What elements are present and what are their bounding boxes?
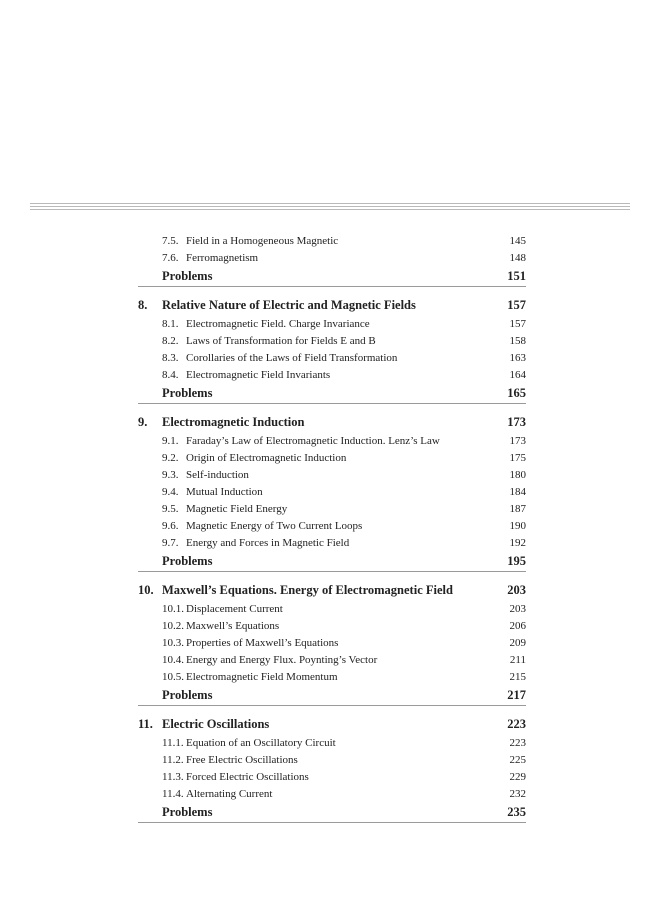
- section-page: 232: [509, 788, 526, 800]
- section-entry[interactable]: [138, 752, 526, 769]
- section-page: 145: [509, 235, 526, 247]
- section-entry[interactable]: [138, 535, 526, 552]
- section-entry[interactable]: [138, 316, 526, 333]
- header-rule: [30, 206, 630, 207]
- section-title: Alternating Current: [186, 788, 273, 800]
- section-entry[interactable]: [138, 433, 526, 450]
- section-page: 158: [509, 335, 526, 347]
- section-number: 8.1.: [162, 318, 179, 330]
- section-label: [162, 316, 370, 333]
- problems-entry[interactable]: [138, 803, 526, 823]
- section-title: Free Electric Oscillations: [186, 754, 298, 766]
- section-number: 11.1.: [162, 737, 184, 749]
- section-page: 164: [509, 369, 526, 381]
- section-title: Properties of Maxwell’s Equations: [186, 637, 339, 649]
- section-number: 9.2.: [162, 452, 179, 464]
- section-label: [162, 518, 362, 535]
- section-entry[interactable]: [138, 735, 526, 752]
- problems-entry[interactable]: [138, 552, 526, 572]
- section-label: [162, 350, 397, 367]
- section-label: [162, 769, 309, 786]
- section-label: [162, 467, 249, 484]
- chapter-label: [138, 580, 453, 601]
- section-number: 7.6.: [162, 252, 179, 264]
- chapter-number: 10.: [138, 583, 154, 597]
- problems-page: 151: [507, 269, 526, 283]
- section-entry[interactable]: [138, 669, 526, 686]
- header-rules: [30, 203, 630, 212]
- problems-page: 165: [507, 386, 526, 400]
- chapter-title: Electric Oscillations: [162, 717, 270, 731]
- chapter-number: 9.: [138, 415, 148, 429]
- section-label: [162, 367, 330, 384]
- section-page: 209: [509, 637, 526, 649]
- section-title: Displacement Current: [186, 603, 283, 615]
- section-entry[interactable]: [138, 350, 526, 367]
- section-number: 9.7.: [162, 537, 179, 549]
- table-of-contents: [138, 233, 526, 823]
- section-page: 157: [509, 318, 526, 330]
- chapter-label: [138, 412, 304, 433]
- chapter-page: 203: [507, 583, 526, 597]
- section-title: Electromagnetic Field Momentum: [186, 671, 338, 683]
- chapter-heading[interactable]: [138, 714, 526, 735]
- section-page: 225: [509, 754, 526, 766]
- section-label: [162, 501, 287, 518]
- section-title: Magnetic Field Energy: [186, 503, 288, 515]
- section-number: 8.4.: [162, 369, 179, 381]
- header-rule: [30, 209, 630, 210]
- section-label: [162, 250, 258, 267]
- section-title: Laws of Transformation for Fields E and B: [186, 335, 376, 347]
- section-label: [162, 433, 440, 450]
- chapter-label: [138, 714, 269, 735]
- section-page: 187: [509, 503, 526, 515]
- chapter-title: Relative Nature of Electric and Magnetic Fields: [162, 298, 416, 312]
- section-entry[interactable]: [138, 769, 526, 786]
- section-page: 192: [509, 537, 526, 549]
- section-entry[interactable]: [138, 484, 526, 501]
- section-title: Field in a Homogeneous Magnetic: [186, 235, 339, 247]
- section-label: [162, 484, 263, 501]
- section-page: 223: [509, 737, 526, 749]
- section-entry[interactable]: [138, 652, 526, 669]
- section-number: 9.6.: [162, 520, 179, 532]
- problems-label: Problems: [162, 688, 213, 702]
- section-title: Origin of Electromagnetic Induction: [186, 452, 347, 464]
- section-number: 10.2.: [162, 620, 184, 632]
- section-page: 229: [509, 771, 526, 783]
- section-title: Self-induction: [186, 469, 249, 481]
- section-page: 180: [509, 469, 526, 481]
- problems-page: 235: [507, 805, 526, 819]
- problems-label: Problems: [162, 805, 213, 819]
- section-page: 190: [509, 520, 526, 532]
- section-entry[interactable]: [138, 786, 526, 803]
- chapter-heading[interactable]: [138, 580, 526, 601]
- section-page: 206: [509, 620, 526, 632]
- section-title: Forced Electric Oscillations: [186, 771, 309, 783]
- section-page: 175: [509, 452, 526, 464]
- section-title: Electromagnetic Field. Charge Invariance: [186, 318, 370, 330]
- section-title: Energy and Forces in Magnetic Field: [186, 537, 350, 549]
- section-number: 10.4.: [162, 654, 184, 666]
- problems-entry[interactable]: [138, 384, 526, 404]
- section-title: Maxwell’s Equations: [186, 620, 280, 632]
- chapter-page: 173: [507, 415, 526, 429]
- problems-page: 217: [507, 688, 526, 702]
- section-page: 215: [509, 671, 526, 683]
- section-label: [162, 535, 349, 552]
- section-label: [162, 752, 298, 769]
- section-entry[interactable]: [138, 333, 526, 350]
- section-number: 10.3.: [162, 637, 184, 649]
- section-title: Corollaries of the Laws of Field Transformation: [186, 352, 398, 364]
- section-entry[interactable]: [138, 501, 526, 518]
- section-number: 11.3.: [162, 771, 184, 783]
- section-label: [162, 635, 338, 652]
- section-entry[interactable]: [138, 467, 526, 484]
- section-number: 10.1.: [162, 603, 184, 615]
- problems-label: Problems: [162, 386, 213, 400]
- section-page: 203: [509, 603, 526, 615]
- chapter-page: 223: [507, 717, 526, 731]
- section-title: Equation of an Oscillatory Circuit: [186, 737, 336, 749]
- chapter-number: 8.: [138, 298, 148, 312]
- section-label: [162, 450, 346, 467]
- problems-entry[interactable]: [138, 267, 526, 287]
- chapter-page: 157: [507, 298, 526, 312]
- section-number: 8.2.: [162, 335, 179, 347]
- section-entry[interactable]: [138, 635, 526, 652]
- section-title: Ferromagnetism: [186, 252, 259, 264]
- header-rule: [30, 203, 630, 204]
- section-label: [162, 618, 279, 635]
- section-entry[interactable]: [138, 367, 526, 384]
- section-number: 11.2.: [162, 754, 184, 766]
- section-title: Mutual Induction: [186, 486, 263, 498]
- section-entry[interactable]: [138, 518, 526, 535]
- chapter-title: Maxwell’s Equations. Energy of Electromagnetic Field: [162, 583, 453, 597]
- problems-entry[interactable]: [138, 686, 526, 706]
- chapter-label: [138, 295, 416, 316]
- section-page: 163: [509, 352, 526, 364]
- section-number: 8.3.: [162, 352, 179, 364]
- section-title: Magnetic Energy of Two Current Loops: [186, 520, 363, 532]
- section-label: [162, 669, 338, 686]
- problems-label: Problems: [162, 554, 213, 568]
- section-page: 184: [509, 486, 526, 498]
- section-page: 173: [509, 435, 526, 447]
- section-page: 211: [509, 654, 526, 666]
- section-title: Energy and Energy Flux. Poynting’s Vector: [186, 654, 378, 666]
- section-entry[interactable]: [138, 233, 526, 250]
- section-number: 10.5.: [162, 671, 184, 683]
- section-entry[interactable]: [138, 601, 526, 618]
- section-label: [162, 735, 336, 752]
- section-title: Electromagnetic Field Invariants: [186, 369, 331, 381]
- problems-page: 195: [507, 554, 526, 568]
- section-label: [162, 601, 283, 618]
- section-number: 9.3.: [162, 469, 179, 481]
- chapter-title: Electromagnetic Induction: [162, 415, 305, 429]
- section-label: [162, 786, 272, 803]
- section-label: [162, 233, 338, 250]
- section-entry[interactable]: [138, 450, 526, 467]
- section-entry[interactable]: [138, 618, 526, 635]
- section-number: 9.5.: [162, 503, 179, 515]
- section-label: [162, 333, 376, 350]
- section-entry[interactable]: [138, 250, 526, 267]
- section-number: 9.4.: [162, 486, 179, 498]
- section-page: 148: [509, 252, 526, 264]
- chapter-heading[interactable]: [138, 412, 526, 433]
- problems-label: Problems: [162, 269, 213, 283]
- section-number: 11.4.: [162, 788, 184, 800]
- section-title: Faraday’s Law of Electromagnetic Induction. Lenz’s Law: [186, 435, 440, 447]
- section-label: [162, 652, 377, 669]
- section-number: 7.5.: [162, 235, 179, 247]
- chapter-number: 11.: [138, 717, 153, 731]
- section-number: 9.1.: [162, 435, 179, 447]
- chapter-heading[interactable]: [138, 295, 526, 316]
